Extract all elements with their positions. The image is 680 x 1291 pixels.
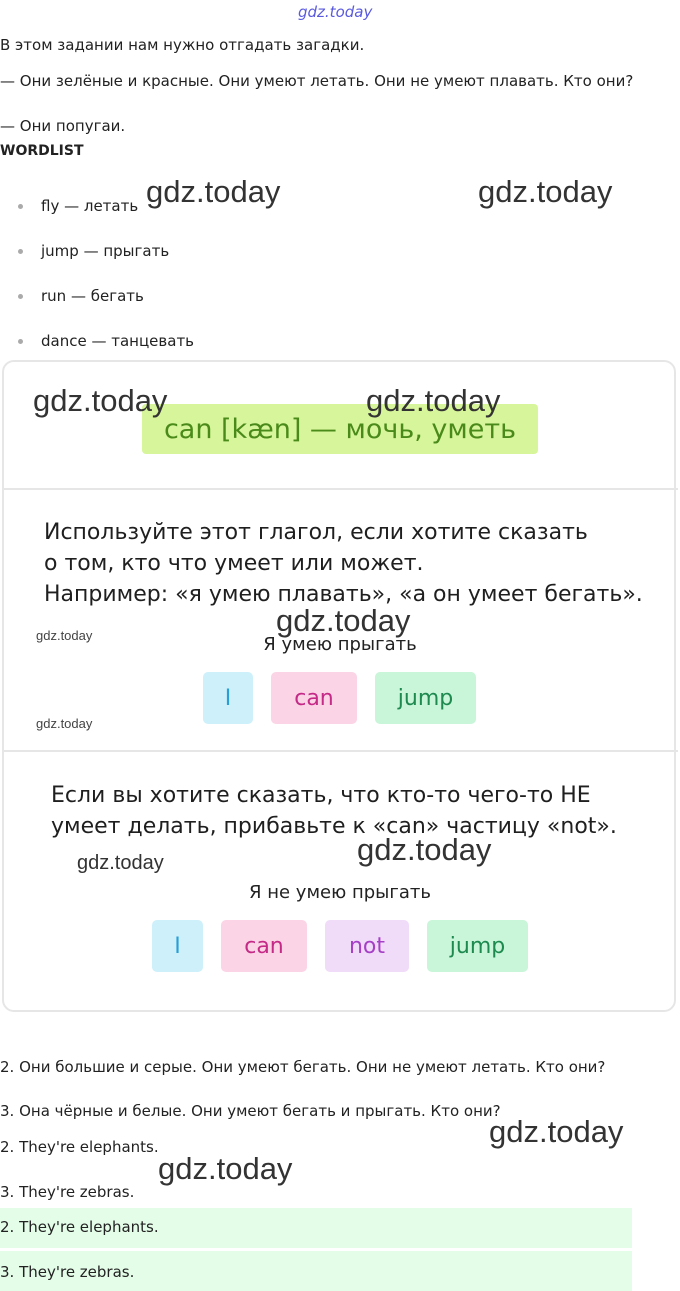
wordlist-item: run — бегать xyxy=(18,287,144,305)
wordlist-item: dance — танцевать xyxy=(18,332,194,350)
card-divider xyxy=(2,750,678,752)
word-chip-can: can xyxy=(271,672,357,724)
answer-highlighted-3: 3. They're zebras. xyxy=(0,1263,135,1281)
explanation-line: о том, кто что умеет или может. xyxy=(44,551,424,576)
watermark: gdz.today xyxy=(366,383,501,418)
watermark: gdz.today xyxy=(36,716,93,731)
bullet-icon xyxy=(18,339,23,344)
explanation-line: Если вы хотите сказать, что кто-то чего-то НЕ xyxy=(51,783,591,808)
bullet-icon xyxy=(18,204,23,209)
example-label: Я умею прыгать xyxy=(263,634,417,655)
wordlist-title: WORDLIST xyxy=(0,143,84,159)
answer-1: — Они попугаи. xyxy=(0,117,126,135)
watermark: gdz.today xyxy=(357,832,492,867)
riddle-3: 3. Она чёрные и белые. Они умеют бегать и прыгать. Кто они? xyxy=(0,1102,501,1120)
wordlist-item: jump — прыгать xyxy=(18,242,169,260)
wordlist-item: fly — летать xyxy=(18,197,138,215)
riddle-1: — Они зелёные и красные. Они умеют летать. Они не умеют плавать. Кто они? xyxy=(0,72,634,90)
watermark: gdz.today xyxy=(489,1114,624,1149)
explanation-line: умеет делать, прибавьте к «can» частицу «not». xyxy=(51,814,617,839)
card-divider xyxy=(2,488,678,490)
bullet-icon xyxy=(18,294,23,299)
word-chip-can: can xyxy=(221,920,307,972)
word-chip-i: I xyxy=(203,672,253,724)
explanation-line: Например: «я умею плавать», «а он умеет бегать». xyxy=(44,582,643,607)
riddle-2: 2. Они большие и серые. Они умеют бегать. Они не умеют летать. Кто они? xyxy=(0,1058,606,1076)
word-chip-jump: jump xyxy=(375,672,476,724)
watermark: gdz.today xyxy=(276,603,411,638)
headword: can [kæn] — мочь, уметь xyxy=(163,414,517,445)
bullet-icon xyxy=(18,249,23,254)
example-label: Я не умею прыгать xyxy=(249,882,431,903)
explanation-line: Используйте этот глагол, если хотите сказать xyxy=(44,520,588,545)
watermark: gdz.today xyxy=(478,174,613,209)
watermark: gdz.today xyxy=(77,852,164,874)
intro-text: В этом задании нам нужно отгадать загадки. xyxy=(0,36,365,54)
watermark: gdz.today xyxy=(146,174,281,209)
watermark: gdz.today xyxy=(33,383,168,418)
word-chip-not: not xyxy=(325,920,409,972)
answer-2: 2. They're elephants. xyxy=(0,1138,159,1156)
word-chip-i: I xyxy=(152,920,203,972)
watermark-top: gdz.today xyxy=(298,3,373,21)
watermark: gdz.today xyxy=(158,1151,293,1186)
watermark: gdz.today xyxy=(36,628,93,643)
answer-3: 3. They're zebras. xyxy=(0,1183,135,1201)
word-chip-jump: jump xyxy=(427,920,528,972)
answer-highlighted-2: 2. They're elephants. xyxy=(0,1218,159,1236)
